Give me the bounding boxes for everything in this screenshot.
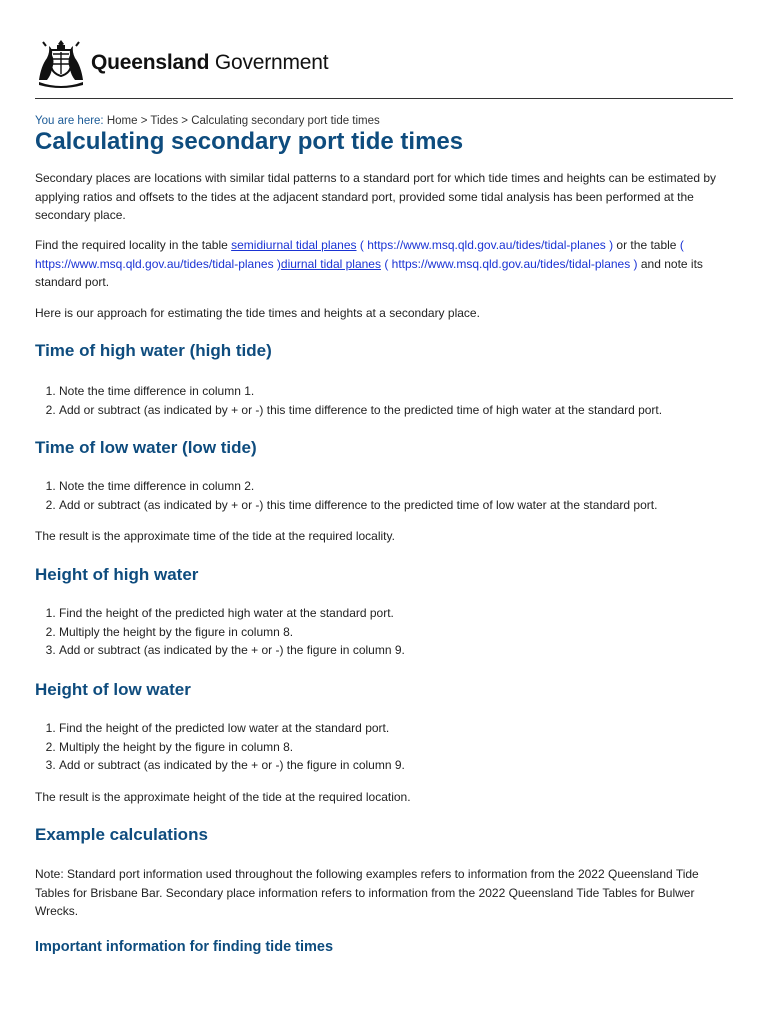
page-title: Calculating secondary port tide times (35, 128, 464, 155)
list-item: 1. Find the height of the predicted high water at the standard port. (59, 604, 733, 623)
brand-bold-text: Queensland (91, 51, 210, 74)
brand-regular-text: Government (214, 51, 329, 74)
examples-note-paragraph: Note: Standard port information used throughout the following examples refers to information from the 2022 Queensland Tide Tables for Brisbane Bar. Secondary place information refers to information from the 2022 Queensland Tide Tables for Bulwer Wrecks. (35, 867, 699, 918)
steps-high-water-height (35, 604, 733, 660)
list-item: 3. Add or subtract (as indicated by the + or -) the figure in column 9. (59, 756, 733, 775)
steps-low-water-time (35, 477, 733, 514)
list-item: 3. Add or subtract (as indicated by the + or -) the figure in column 9. (59, 641, 733, 660)
list-item: 1. Note the time difference in column 2. (59, 477, 733, 496)
find-text-3: and note its standard port. (35, 256, 703, 289)
heading-high-water-time: Time of high water (high tide) (35, 341, 272, 360)
government-wordmark[interactable] (91, 51, 328, 75)
approach-paragraph: Here is our approach for estimating the tide times and heights at a secondary place. (35, 306, 480, 320)
queensland-coat-of-arms-logo[interactable] (35, 36, 87, 88)
header-divider (35, 98, 733, 99)
list-item: 2. Multiply the height by the figure in column 8. (59, 623, 733, 642)
tidal-planes-url-2[interactable]: ( https://www.msq.qld.gov.au/tides/tidal-planes ) (35, 238, 684, 271)
find-text-1: Find the required locality in the table (35, 238, 232, 252)
heading-example-calculations: Example calculations (35, 825, 208, 844)
diurnal-tidal-planes-link[interactable]: diurnal tidal planes (280, 256, 381, 271)
site-header (35, 36, 733, 88)
breadcrumb-lead: You are here: (35, 115, 104, 127)
semidiurnal-tidal-planes-link[interactable]: semidiurnal tidal planes (231, 238, 357, 252)
find-locality-paragraph (35, 236, 733, 292)
breadcrumb (35, 115, 380, 127)
list-item: 2. Multiply the height by the figure in column 8. (59, 738, 733, 757)
steps-high-water-time (35, 382, 733, 419)
heading-low-water-height: Height of low water (35, 680, 191, 699)
heading-low-water-time: Time of low water (low tide) (35, 438, 257, 457)
time-result-paragraph: The result is the approximate time of the tide at the required locality. (35, 529, 395, 543)
tidal-planes-url-3[interactable]: ( https://www.msq.qld.gov.au/tides/tidal-planes ) (380, 256, 638, 271)
intro-paragraph: Secondary places are locations with similar tidal patterns to a standard port for which tide times and heights can be estimated by applying ratios and offsets to the tides at the adjacent standard port, provided some tidal analysis has been performed at the secondary place. (35, 171, 717, 222)
steps-low-water-height (35, 719, 733, 775)
heading-high-water-height: Height of high water (35, 565, 199, 584)
list-item: 2. Add or subtract (as indicated by + or -) this time difference to the predicted time of low water at the standard port. (59, 496, 733, 515)
list-item: 1. Find the height of the predicted low water at the standard port. (59, 719, 733, 738)
heading-important-information: Important information for finding tide times (35, 939, 334, 955)
height-result-paragraph: The result is the approximate height of the tide at the required location. (35, 790, 411, 804)
list-item: 1. Note the time difference in column 1. (59, 382, 733, 401)
tidal-planes-url-1[interactable]: ( https://www.msq.qld.gov.au/tides/tidal-planes ) (356, 238, 614, 252)
find-text-2: or the table (613, 238, 680, 252)
breadcrumb-trail[interactable]: Home > Tides > Calculating secondary port tide times (106, 115, 380, 127)
list-item: 2. Add or subtract (as indicated by + or -) this time difference to the predicted time of high water at the standard port. (59, 401, 733, 420)
